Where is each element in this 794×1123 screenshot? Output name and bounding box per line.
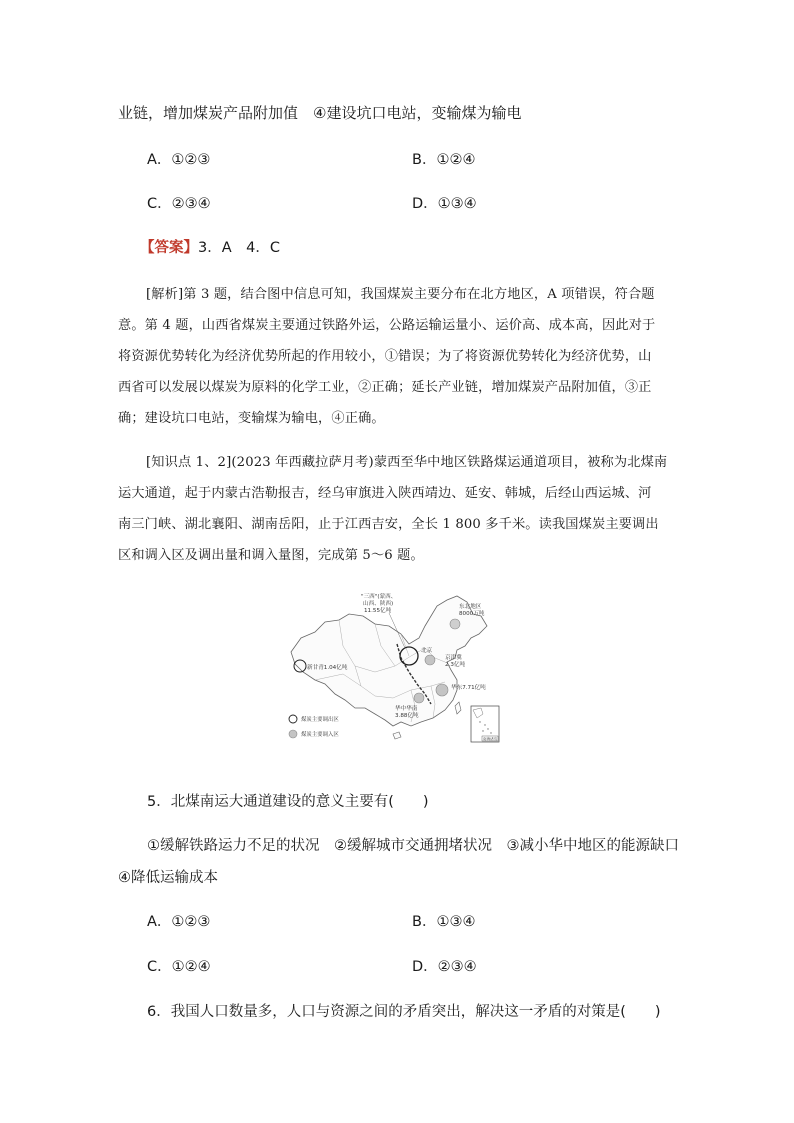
q5-option-a: A．①②③ [147, 914, 211, 930]
inset-label: 南海诸岛 [483, 737, 498, 741]
material-line-1: [知识点 1、2](2023 年西藏拉萨月考)蒙西至华中地区铁路煤运通道项目，被称为北煤南 [146, 455, 668, 470]
label-sanxi-2: 山西、陕西) [363, 601, 394, 607]
q5-items-line-1: ①缓解铁路运力不足的状况 ②缓解城市交通拥堵状况 ③减小华中地区的能源缺口 [147, 838, 679, 854]
analysis-line-4: 西省可以发展以煤炭为原料的化学工业，②正确；延长产业链，增加煤炭产品附加值，③正 [118, 380, 652, 395]
map-legend [289, 715, 339, 738]
analysis-line-1: [解析]第 3 题，结合图中信息可知，我国煤炭主要分布在北方地区，A 项错误，符合题 [146, 287, 655, 302]
material-line-3: 南三门峡、湖北襄阳、湖南岳阳，止于江西吉安，全长 1 800 多千米。读我国煤炭主要调出 [118, 517, 659, 532]
answer-tag: 【答案】 [140, 240, 198, 256]
label-jingjinji-2: 2.3亿吨 [445, 662, 466, 668]
answer-line [140, 236, 280, 257]
label-beijing: 北京 [421, 648, 433, 654]
label-huazhong-1: 华中华南 [395, 706, 418, 712]
south-china-sea-inset [471, 706, 499, 742]
analysis-line-5: 确；建设坑口电站，变输煤为输电，④正确。 [118, 411, 385, 426]
coal-transfer-map [285, 586, 503, 744]
dongbei-inflow-circle [450, 619, 460, 629]
jingjinji-inflow-circle [425, 655, 435, 665]
legend-out-symbol [289, 715, 297, 723]
analysis-line-3: 将资源优势转化为经济优势所起的作用较小，①错误；为了将资源优势转化为经济优势，山 [118, 349, 652, 364]
q5-option-d: D．②③④ [412, 959, 477, 975]
q4-option-b: B．①②④ [412, 152, 476, 168]
q5-option-b: B．①③④ [412, 914, 476, 930]
q4-option-c: C．②③④ [147, 196, 211, 212]
q4-option-d: D．①③④ [412, 196, 477, 212]
label-huazhong-2: 3.88亿吨 [395, 713, 419, 719]
legend-in-symbol [289, 730, 297, 738]
huazhong-inflow-circle [414, 693, 424, 703]
answer-text: 3．A 4．C [198, 240, 280, 256]
analysis-line-2: 意。第 4 题，山西省煤炭主要通过铁路外运，公路运输运量小、运价高、成本高，因此对于 [118, 318, 656, 333]
material-line-4: 区和调入区及调出量和调入量图，完成第 5～6 题。 [118, 548, 424, 563]
q5-stem: 5．北煤南运大通道建设的意义主要有( ) [147, 794, 429, 810]
label-xinganqing: 新甘青1.04亿吨 [307, 665, 348, 671]
q5-items-line-2: ④降低运输成本 [118, 870, 218, 886]
hainan-island [393, 732, 401, 739]
q4-option-items-continuation: 业链，增加煤炭产品附加值 ④建设坑口电站，变输煤为输电 [118, 104, 522, 122]
taiwan-island [455, 702, 461, 714]
huadong-inflow-circle [436, 684, 448, 696]
label-dongbei-2: 8000万吨 [459, 611, 485, 617]
label-jingjinji-1: 京津冀 [445, 655, 462, 661]
legend-in-label: 煤炭主要调入区 [301, 732, 339, 738]
label-dongbei-1: 东北地区 [459, 604, 482, 610]
label-huadong: 华东7.71亿吨 [451, 685, 486, 691]
q6-stem: 6．我国人口数量多，人口与资源之间的矛盾突出，解决这一矛盾的对策是( ) [147, 1004, 661, 1020]
label-sanxi-3: 11.55亿吨 [364, 608, 392, 614]
label-sanxi-1: "三西"(蒙西、 [361, 594, 397, 600]
q4-option-a: A．①②③ [147, 152, 211, 168]
q5-option-c: C．①②④ [147, 959, 211, 975]
material-line-2: 运大通道，起于内蒙古浩勒报吉，经乌审旗进入陕西靖边、延安、韩城，后经山西运城、河 [118, 486, 652, 501]
legend-out-label: 煤炭主要调出区 [301, 717, 339, 723]
